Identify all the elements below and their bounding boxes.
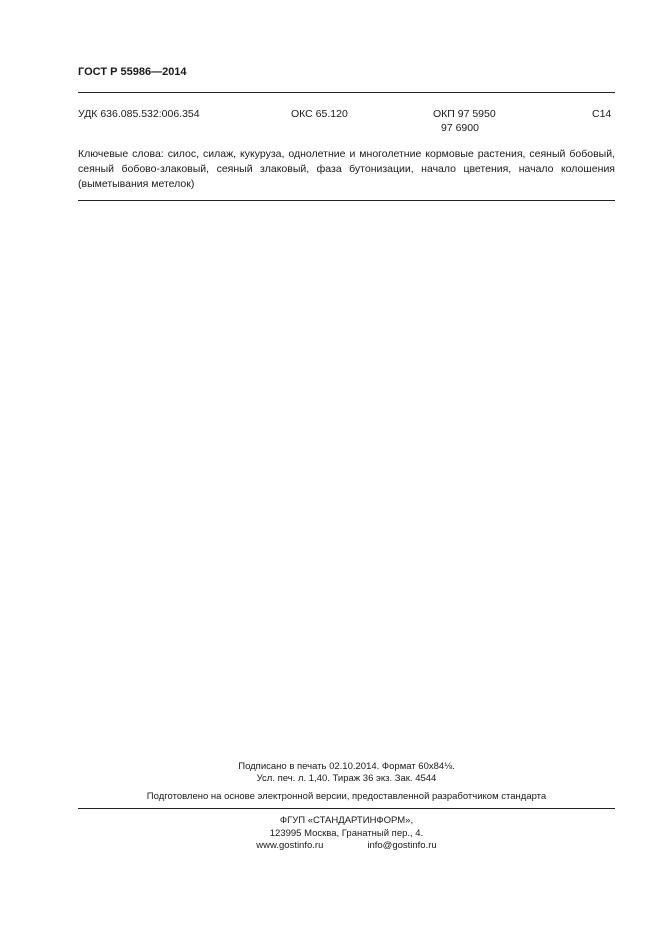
publisher-contacts	[78, 840, 615, 853]
publisher-divider	[78, 808, 615, 809]
imprint-line-2: Усл. печ. л. 1,40. Тираж 36 экз. Зак. 4544	[256, 773, 437, 784]
print-imprint	[78, 761, 615, 785]
publisher-email-link[interactable]: info@gostinfo.ru	[367, 840, 437, 851]
publisher-website-link[interactable]: www.gostinfo.ru	[256, 840, 324, 851]
publisher-name: ФГУП «СТАНДАРТИНФОРМ»,	[279, 815, 414, 826]
okp-code-2: 97 6900	[441, 122, 479, 134]
top-divider	[78, 92, 615, 93]
keywords-paragraph: Ключевые слова: силос, силаж, кукуруза, однолетние и многолетние кормовые растения, сеяный бобовый, сеяный бобово-злаковый, сеяный злаковый, фаза бутонизации, начало цветения, начало колошения (выметывания метелок)	[78, 148, 615, 190]
keywords-divider	[78, 200, 615, 201]
publisher-block	[78, 815, 615, 853]
imprint-line-1: Подписано в печать 02.10.2014. Формат 60x84⅛.	[238, 761, 455, 772]
publisher-address: 123995 Москва, Гранатный пер., 4.	[269, 827, 424, 839]
udk-code: УДК 636.085.532:006.354	[78, 108, 200, 120]
group-code: С14	[592, 108, 612, 120]
prepared-note: Подготовлено на основе электронной версии, предоставленной разработчиком стандарта	[146, 791, 547, 802]
okp-code-1: ОКП 97 5950	[433, 108, 496, 120]
document-title: ГОСТ Р 55986—2014	[78, 66, 187, 78]
oks-code: ОКС 65.120	[291, 108, 348, 120]
